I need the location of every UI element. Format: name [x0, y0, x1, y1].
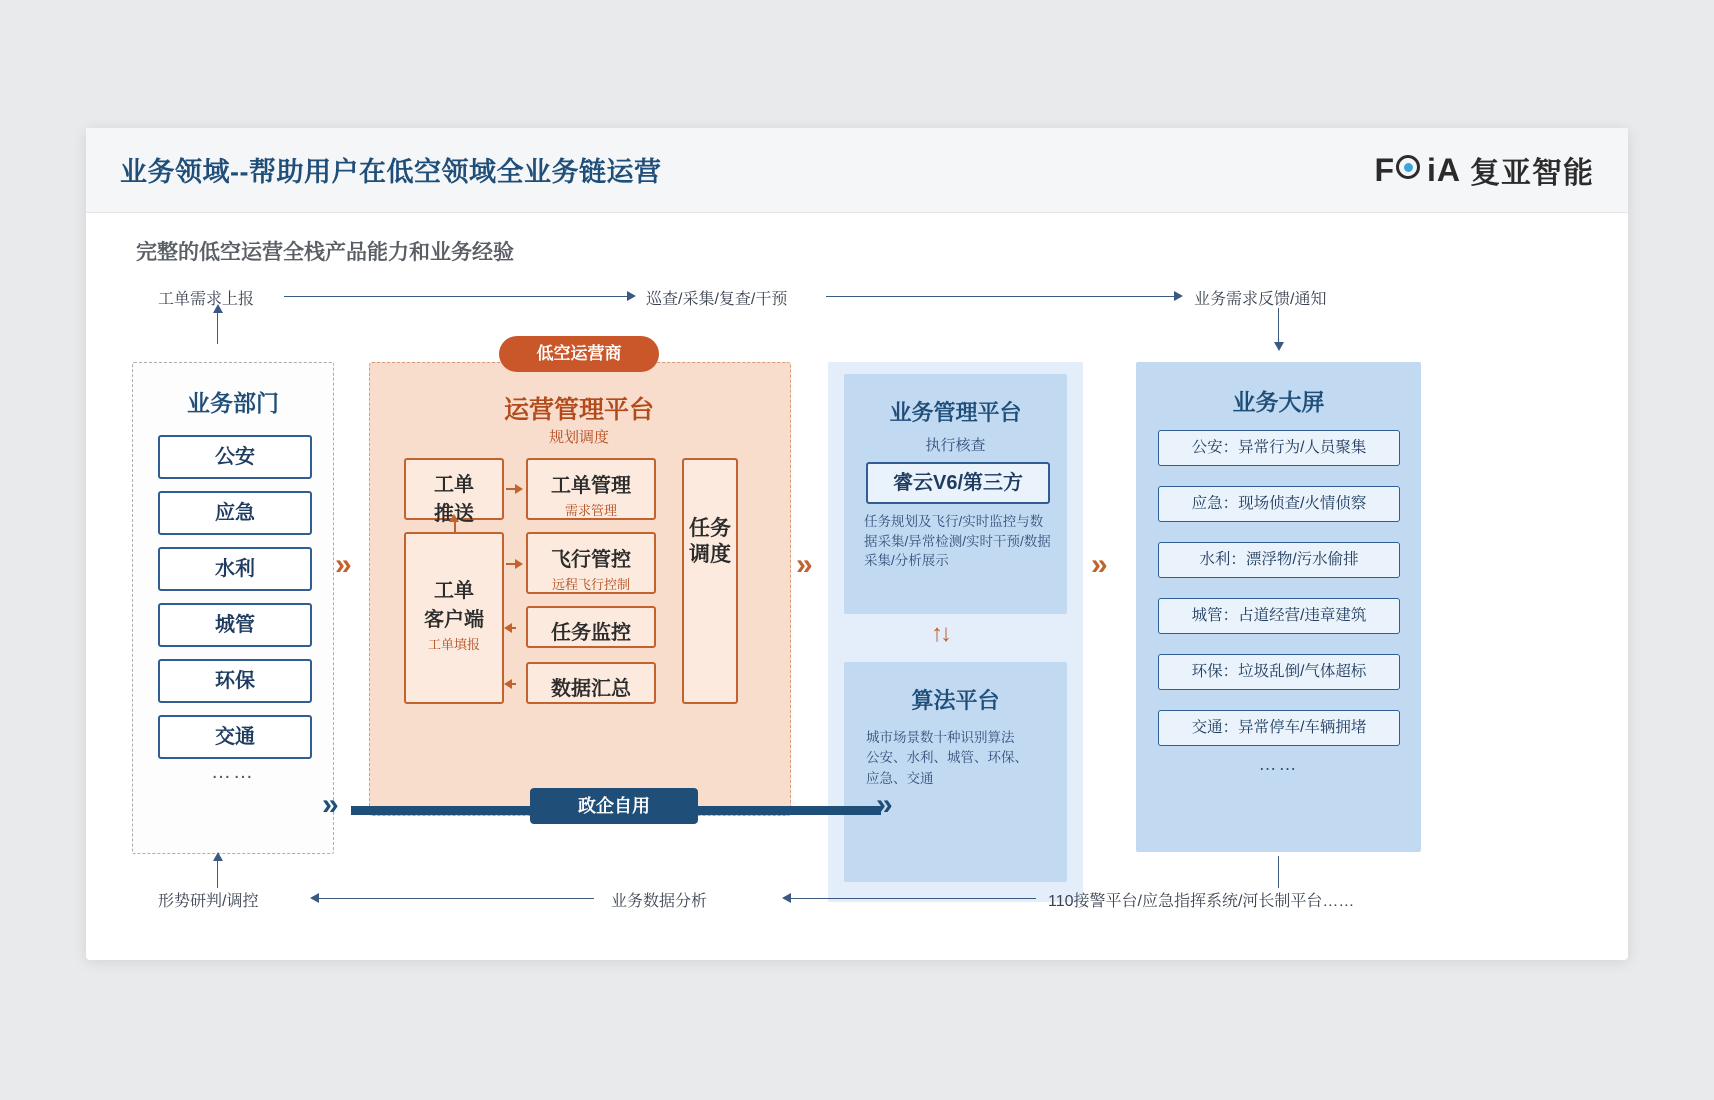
- node-flight-control-sub: 远程飞行控制: [551, 577, 630, 592]
- big-screen-item-shuili[interactable]: 水利：漂浮物/污水偷排: [1158, 542, 1400, 578]
- big-screen-item-jiaotong[interactable]: 交通：异常停车/车辆拥堵: [1158, 710, 1400, 746]
- department-item-huanbao[interactable]: 环保: [158, 659, 312, 703]
- top-arrow-head-2: [1174, 291, 1183, 301]
- department-panel: [132, 362, 334, 854]
- bottom-arrow-line-1: [314, 898, 594, 899]
- op-arrow-push-to-mgmt-head: [515, 484, 523, 494]
- algorithm-platform-description: [866, 728, 1054, 789]
- bottom-label-right: 110接警平台/应急指挥系统/河长制平台……: [1048, 893, 1355, 910]
- slide-header: [86, 128, 1628, 213]
- chevron-operation-to-business: »: [796, 548, 807, 581]
- chevron-dept-to-operation: »: [335, 548, 346, 581]
- top-arrow-line-1: [284, 296, 629, 297]
- operation-platform-subtitle: 规划调度: [548, 429, 609, 446]
- bottom-arrow-line-2: [786, 898, 1036, 899]
- big-screen-panel: [1136, 362, 1421, 852]
- op-arrow-client-to-push: [454, 520, 456, 534]
- node-work-order-management[interactable]: [526, 458, 656, 520]
- top-connector-screen-head: [1274, 342, 1284, 351]
- top-connector-dept: [217, 308, 218, 344]
- big-screen-item-huanbao[interactable]: 环保：垃圾乱倒/气体超标: [1158, 654, 1400, 690]
- top-label-right: 业务需求反馈/通知: [1194, 291, 1327, 308]
- bottom-label-middle: 业务数据分析: [611, 893, 708, 910]
- department-item-yingji[interactable]: 应急: [158, 491, 312, 535]
- operation-tag-badge: 低空运营商: [499, 336, 659, 372]
- node-work-order-push-line1: 工单: [434, 474, 474, 496]
- big-screen-title: 业务大屏: [1232, 389, 1325, 415]
- business-platform-subtitle: 执行核查: [925, 437, 986, 454]
- business-platform-chip[interactable]: 睿云V6/第三方: [866, 462, 1050, 504]
- page-title: 业务领域--帮助用户在低空领域全业务链运营: [120, 157, 662, 187]
- node-data-summary[interactable]: [526, 662, 656, 704]
- algorithm-platform-title: 算法平台: [911, 688, 1000, 713]
- node-work-order-management-label: 工单管理: [551, 475, 631, 497]
- big-screen-item-yingji[interactable]: 应急：现场侦查/火情侦察: [1158, 486, 1400, 522]
- node-flight-control[interactable]: [526, 532, 656, 594]
- algorithm-desc-line-3: 应急、交通: [866, 770, 934, 786]
- department-item-shuili[interactable]: 水利: [158, 547, 312, 591]
- node-task-monitor[interactable]: [526, 606, 656, 648]
- department-item-gongan[interactable]: 公安: [158, 435, 312, 479]
- operation-platform-title: 运营管理平台: [503, 396, 654, 424]
- bottom-arrow-head-2: [782, 893, 791, 903]
- bottom-connector-dept-head: [213, 852, 223, 861]
- big-screen-item-gongan[interactable]: 公安：异常行为/人员聚集: [1158, 430, 1400, 466]
- op-arrow-client-to-flight-head: [515, 559, 523, 569]
- node-work-order-client[interactable]: [404, 532, 504, 704]
- node-data-summary-label: 数据汇总: [551, 678, 631, 700]
- op-arrow-client-to-push-head: [449, 514, 459, 522]
- node-work-order-client-sub: 工单填报: [427, 637, 480, 652]
- logo-wordmark: [1374, 152, 1461, 189]
- node-flight-control-label: 飞行管控: [551, 549, 631, 571]
- business-platform-description: 任务规划及飞行/实时监控与数据采集/异常检测/实时干预/数据采集/分析展示: [864, 514, 1051, 569]
- department-more-dots: ……: [211, 761, 255, 783]
- bottom-arrow-head-1: [310, 893, 319, 903]
- algorithm-desc-line-2: 公安、水利、城管、环保、: [866, 750, 1028, 766]
- big-screen-item-chengguan[interactable]: 城管：占道经营/违章建筑: [1158, 598, 1400, 634]
- business-platform-panel: [844, 374, 1067, 614]
- top-arrow-line-2: [826, 296, 1176, 297]
- logo-circle-icon: [1396, 155, 1426, 185]
- op-arrow-monitor-to-client-head: [504, 623, 512, 633]
- chevron-ribbon-left: »: [322, 788, 333, 821]
- node-work-order-push[interactable]: [404, 458, 504, 525]
- op-arrow-data-to-client-head: [504, 679, 512, 689]
- node-work-order-client-line2: 客户端: [424, 609, 484, 631]
- big-screen-more-dots: ……: [1258, 754, 1299, 774]
- slide-subtitle: 完整的低空运营全栈产品能力和业务经验: [136, 241, 514, 264]
- brand-logo: [1374, 148, 1594, 192]
- sync-arrows-icon: ↑↓: [931, 620, 949, 647]
- node-task-dispatch[interactable]: [682, 458, 738, 704]
- bottom-connector-screen: [1278, 856, 1279, 888]
- node-task-dispatch-label: 任务调度: [689, 517, 731, 567]
- top-label-middle: 巡查/采集/复查/干预: [646, 291, 788, 308]
- top-connector-dept-head: [213, 304, 223, 313]
- chevron-ribbon-right: »: [876, 788, 887, 821]
- top-connector-screen: [1278, 308, 1279, 344]
- node-task-monitor-label: 任务监控: [551, 622, 631, 644]
- top-label-left: 工单需求上报: [158, 291, 255, 308]
- node-work-order-management-sub: 需求管理: [564, 503, 617, 518]
- slide: [86, 128, 1628, 960]
- node-work-order-push-line2: 推送: [434, 503, 474, 525]
- business-platform-title: 业务管理平台: [889, 400, 1022, 425]
- ribbon-label: 政企自用: [530, 788, 698, 824]
- algorithm-platform-panel: [844, 662, 1067, 882]
- logo-chinese-name: 复亚智能: [1470, 157, 1594, 190]
- top-arrow-head-1: [627, 291, 636, 301]
- node-work-order-client-line1: 工单: [434, 580, 474, 602]
- chevron-business-to-screen: »: [1091, 548, 1102, 581]
- department-item-jiaotong[interactable]: 交通: [158, 715, 312, 759]
- algorithm-desc-line-1: 城市场景数十种识别算法: [866, 730, 1015, 745]
- logo-letters-ia: iA: [1427, 151, 1461, 188]
- logo-letter-f: F: [1374, 151, 1395, 188]
- bottom-label-left: 形势研判/调控: [158, 893, 259, 910]
- department-item-chengguan[interactable]: 城管: [158, 603, 312, 647]
- department-title: 业务部门: [187, 390, 279, 416]
